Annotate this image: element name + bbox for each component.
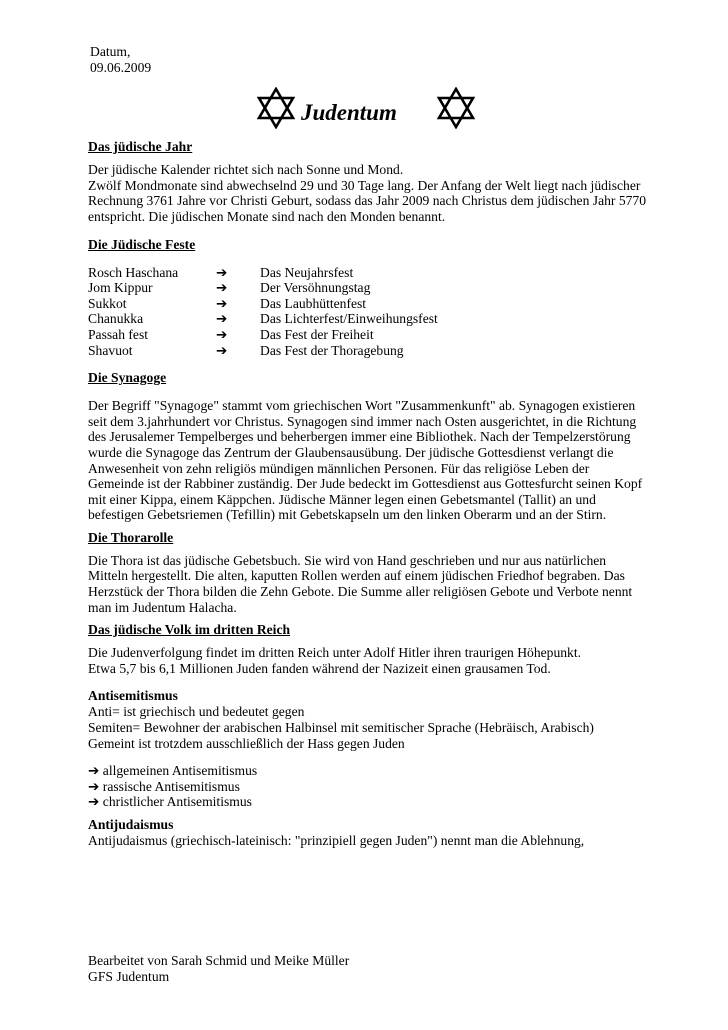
fest-name: Chanukka: [88, 311, 144, 327]
section-heading-feste: Die Jüdische Feste: [88, 236, 196, 252]
fest-description: Das Lichterfest/Einweihungsfest: [260, 311, 438, 327]
fest-description: Der Versöhnungstag: [260, 280, 371, 296]
list-item: [88, 779, 688, 795]
section-heading-jahr: Das jüdische Jahr: [88, 139, 193, 155]
list-item: [88, 327, 688, 343]
section-body-jahr: [88, 162, 688, 224]
list-item: [88, 296, 688, 312]
list-item: [88, 794, 688, 810]
arrow-right-icon: ➔: [216, 295, 228, 311]
text-line: man im Judentum Halacha.: [88, 599, 237, 615]
page-footer: [88, 953, 688, 984]
list-item: [88, 343, 688, 359]
type-label: christlicher Antisemitismus: [102, 794, 252, 810]
fest-name: Shavuot: [88, 342, 133, 358]
section-body-antisemitismus: [88, 704, 688, 751]
text-line: des Jerusalemer Tempelberges und beherbergen immer eine Bibliothek. Nach der Tempelzerstörung: [88, 429, 631, 445]
fest-description: Das Fest der Freiheit: [260, 326, 374, 342]
star-of-david-icon: [436, 87, 476, 129]
fest-description: Das Neujahrsfest: [260, 264, 354, 280]
date-value: 09.06.2009: [90, 59, 152, 75]
arrow-right-icon: ➔: [88, 778, 100, 794]
text-line: entspricht. Die jüdischen Monate sind nach den Monden benannt.: [88, 208, 446, 224]
antisemitismus-types: [88, 763, 688, 810]
footer-authors: Bearbeitet von Sarah Schmid und Meike Müller: [88, 953, 350, 968]
arrow-right-icon: ➔: [216, 342, 228, 358]
text-line: mit einer Kippa, einem Käppchen. Jüdische Männer legen einen Gebetsmantel (Tallit) an und: [88, 491, 596, 507]
text-line: Anwesenheit von zehn religiös mündigen männlichen Personen. Für das religiöse Leben der: [88, 460, 590, 476]
text-line: Herzstück der Thora bilden die Zehn Gebote. Die Summe aller religiösen Gebote und Verbote nennt: [88, 584, 633, 600]
type-label: allgemeinen Antisemitismus: [102, 763, 258, 779]
text-line: Gemeinde ist der Rabbiner zuständig. Der Jude bedeckt im Gottesdienst aus Gottesfurcht seinen Kopf: [88, 476, 643, 492]
text-line: wurde die Synagoge das Zentrum der Glaubensausübung. Der jüdische Gottesdienst verlangt die: [88, 444, 614, 460]
arrow-right-icon: ➔: [216, 311, 228, 327]
list-item: [88, 265, 688, 281]
text-line: Anti= ist griechisch und bedeutet gegen: [88, 704, 305, 720]
text-line: Die Judenverfolgung findet im dritten Reich unter Adolf Hitler ihren traurigen Höhepunkt.: [88, 645, 582, 661]
footer-course: GFS Judentum: [88, 968, 170, 984]
fest-name: Passah fest: [88, 326, 149, 342]
text-line: Mitteln hergestellt. Die alten, kaputten Rollen werden auf einem jüdischen Friedhof begraben. Das: [88, 568, 625, 584]
arrow-right-icon: ➔: [216, 264, 228, 280]
section-heading-antijudaismus: Antijudaismus: [88, 817, 174, 832]
section-heading-antisemitismus: Antisemitismus: [88, 688, 178, 704]
arrow-right-icon: ➔: [88, 763, 100, 779]
text-line: Die Thora ist das jüdische Gebetsbuch. Sie wird von Hand geschrieben und nur aus natürlichen: [88, 552, 607, 568]
feste-list: [88, 265, 688, 359]
star-of-david-icon: [256, 87, 296, 129]
fest-name: Rosch Haschana: [88, 264, 179, 280]
text-line: Zwölf Mondmonate sind abwechselnd 29 und 30 Tage lang. Der Anfang der Welt liegt nach jüdischer: [88, 177, 641, 193]
list-item: [88, 763, 688, 779]
date-label: Datum,: [90, 44, 131, 59]
fest-name: Jom Kippur: [88, 280, 153, 296]
fest-name: Sukkot: [88, 295, 127, 311]
section-heading-volk: Das jüdische Volk im dritten Reich: [88, 622, 291, 638]
text-line: Der jüdische Kalender richtet sich nach Sonne und Mond.: [88, 162, 404, 178]
section-body-thorarolle: [88, 553, 688, 615]
fest-description: Das Fest der Thoragebung: [260, 342, 404, 358]
list-item: [88, 311, 688, 327]
document-title: Judentum: [301, 100, 397, 126]
section-heading-thorarolle: Die Thorarolle: [88, 529, 174, 545]
text-line: Semiten= Bewohner der arabischen Halbinsel mit semitischer Sprache (Hebräisch, Arabisch): [88, 720, 594, 736]
text-line: Etwa 5,7 bis 6,1 Millionen Juden fanden während der Nazizeit einen grausamen Tod.: [88, 660, 551, 676]
arrow-right-icon: ➔: [216, 326, 228, 342]
text-line: befestigen Gebetsriemen (Tefillin) mit Gebetskapseln um den linken Oberarm und an der Stirn.: [88, 507, 607, 523]
list-item: [88, 280, 688, 296]
fest-description: Das Laubhüttenfest: [260, 295, 367, 311]
arrow-right-icon: ➔: [88, 794, 100, 810]
section-body-antijudaismus: [88, 833, 688, 849]
title-row: [88, 87, 688, 131]
arrow-right-icon: ➔: [216, 280, 228, 296]
text-line: Antijudaismus (griechisch-lateinisch: "prinzipiell gegen Juden") nennt man die Ablehnung,: [88, 833, 585, 848]
text-line: Rechnung 3761 Jahre vor Christi Geburt, sodass das Jahr 2009 nach Christus dem jüdischen Jahr 5770: [88, 193, 647, 209]
text-line: Der Begriff "Synagoge" stammt vom griechischen Wort "Zusammenkunft" ab. Synagogen existieren: [88, 398, 636, 414]
type-label: rassische Antisemitismus: [102, 778, 240, 794]
section-heading-synagoge: Die Synagoge: [88, 370, 167, 386]
text-line: seit dem 3.jahrhundert vor Christus. Synagogen sind immer nach Osten ausgerichtet, in die Richtung: [88, 413, 637, 429]
section-body-volk: [88, 645, 688, 676]
date-block: [90, 44, 688, 75]
text-line: Gemeint ist trotzdem ausschließlich der Hass gegen Juden: [88, 735, 405, 751]
section-body-synagoge: [88, 398, 688, 523]
document-page: [88, 44, 688, 849]
